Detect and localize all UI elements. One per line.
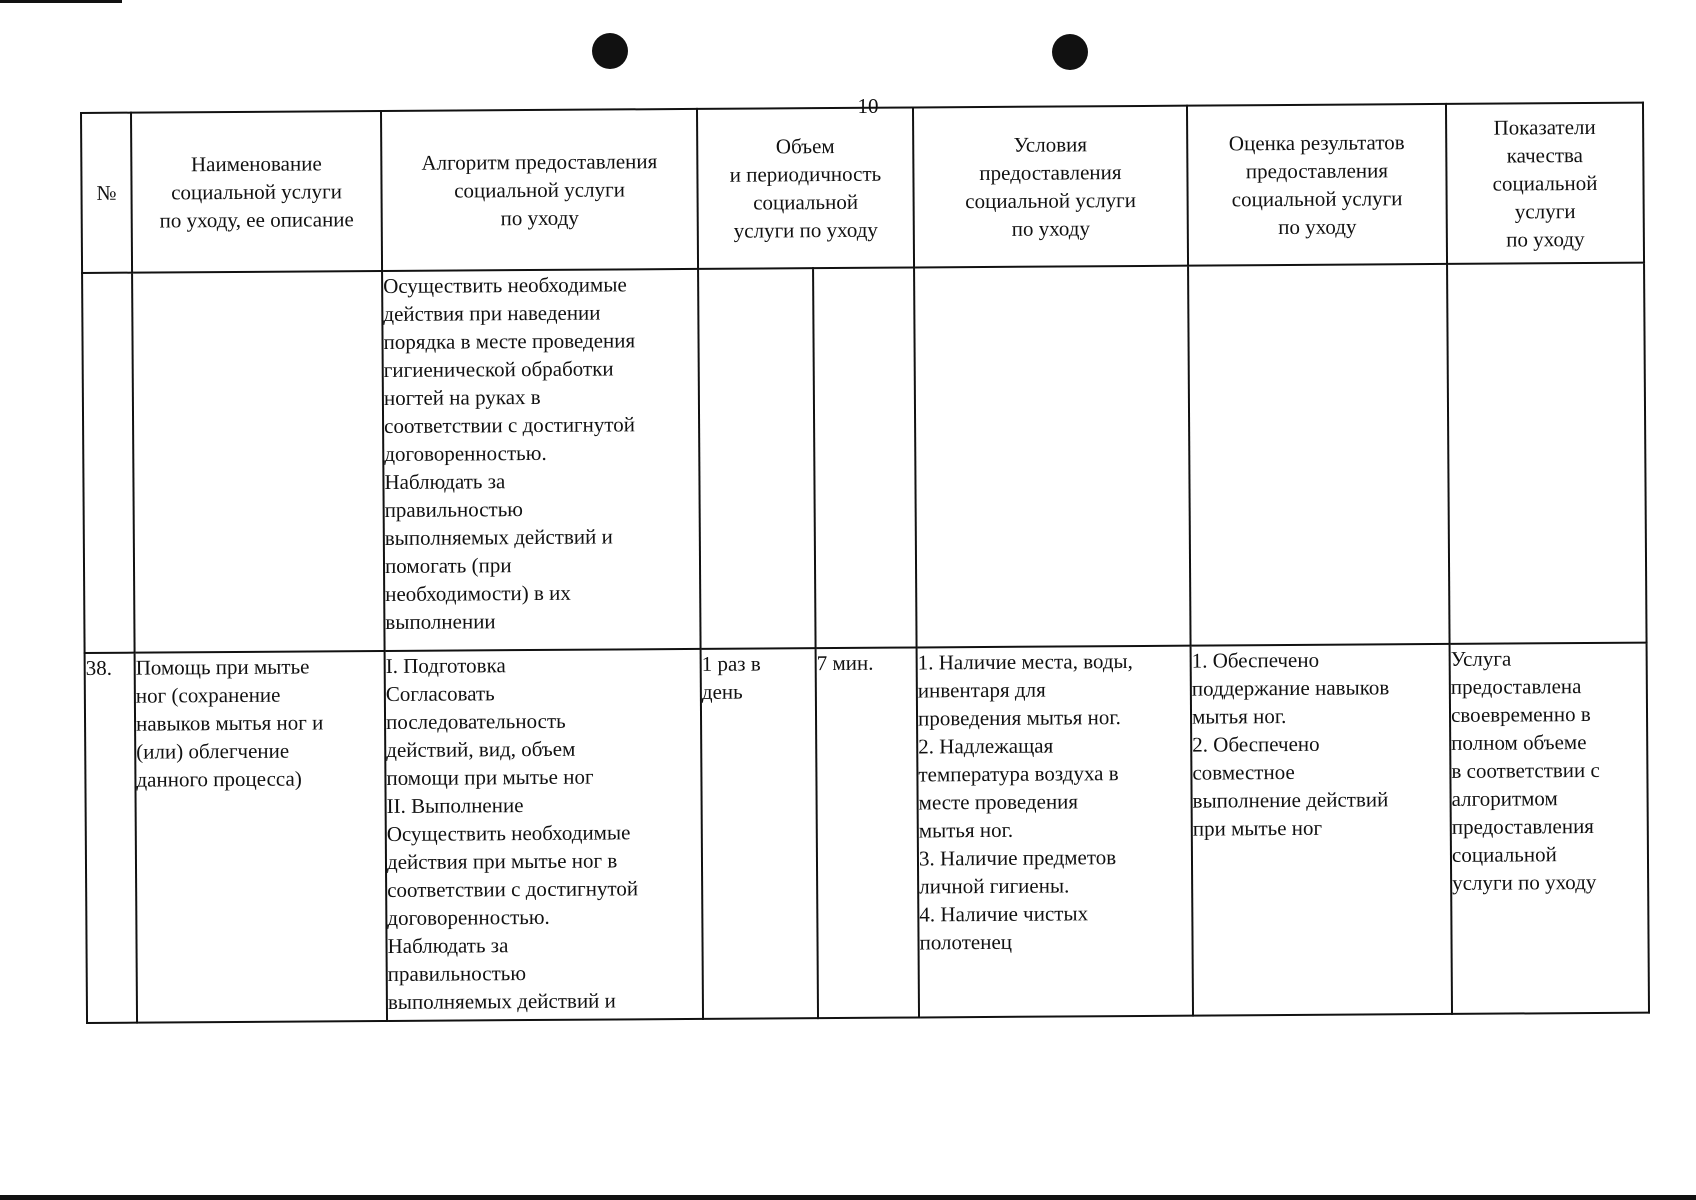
table-row — [85, 643, 1649, 1023]
cell-frequency — [698, 268, 816, 649]
cell-algorithm: Осуществить необходимые действия при наведении порядка в месте проведения гигиенической обработки ногтей на руках в соответствии с достигнутой договоренностью. Наблюдать за правильностью выполняемых действий и помогать (при необходимости) в их выполнении — [382, 269, 701, 651]
cell-duration — [813, 267, 917, 648]
services-table — [80, 102, 1650, 1024]
header-evaluation: Оценка результатов предоставления социальной услуги по уходу — [1187, 104, 1447, 266]
table-row — [82, 263, 1647, 653]
cell-indicators — [1447, 263, 1647, 644]
cell-algorithm: I. Подготовка Согласовать последовательность действий, вид, объем помощи при мытье ног II. Выполнение Осуществить необходимые действия при мытье ног в соответствии с достигнутой договоренностью. Наблюдать за правильностью выполняемых действий и — [385, 649, 703, 1021]
cell-evaluation: 1. Обеспечено поддержание навыков мытья ног. 2. Обеспечено совместное выполнение действий при мытье ног — [1191, 644, 1452, 1016]
cell-name: Помощь при мытье ног (сохранение навыков мытья ног и (или) облегчение данного процесса) — [135, 651, 387, 1023]
cell-conditions — [914, 266, 1191, 648]
header-conditions: Условия предоставления социальной услуги по уходу — [913, 106, 1188, 268]
cell-duration: 7 мин. — [816, 647, 919, 1018]
header-name: Наименование социальной услуги по уходу, ее описание — [131, 111, 382, 273]
header-no: № — [81, 113, 132, 273]
header-algorithm: Алгоритм предоставления социальной услуги по уходу — [381, 109, 698, 271]
punch-hole-right — [1052, 34, 1088, 70]
header-volume: Объем и периодичность социальной услуги по уходу — [697, 107, 914, 268]
cell-no: 38. — [85, 653, 137, 1023]
cell-no — [82, 273, 135, 653]
cell-indicators: Услуга предоставлена своевременно в полном объеме в соответствии с алгоритмом предоставления социальной услуги по уходу — [1450, 643, 1649, 1014]
cell-evaluation — [1188, 264, 1450, 646]
header-row — [81, 103, 1644, 273]
header-indicators: Показатели качества социальной услуги по уходу — [1446, 103, 1644, 264]
punch-hole-left — [592, 33, 628, 69]
bottom-edge-bar — [0, 1195, 1696, 1200]
cell-conditions: 1. Наличие места, воды, инвентаря для проведения мытья ног. 2. Надлежащая температура воздуха в месте проведения мытья ног. 3. Наличие предметов личной гигиены. 4. Наличие чистых полотенец — [917, 646, 1193, 1018]
page-number: 10 — [857, 94, 879, 118]
cell-frequency: 1 раз в день — [701, 648, 818, 1019]
cell-name — [132, 271, 385, 653]
top-edge-mark — [0, 0, 122, 3]
